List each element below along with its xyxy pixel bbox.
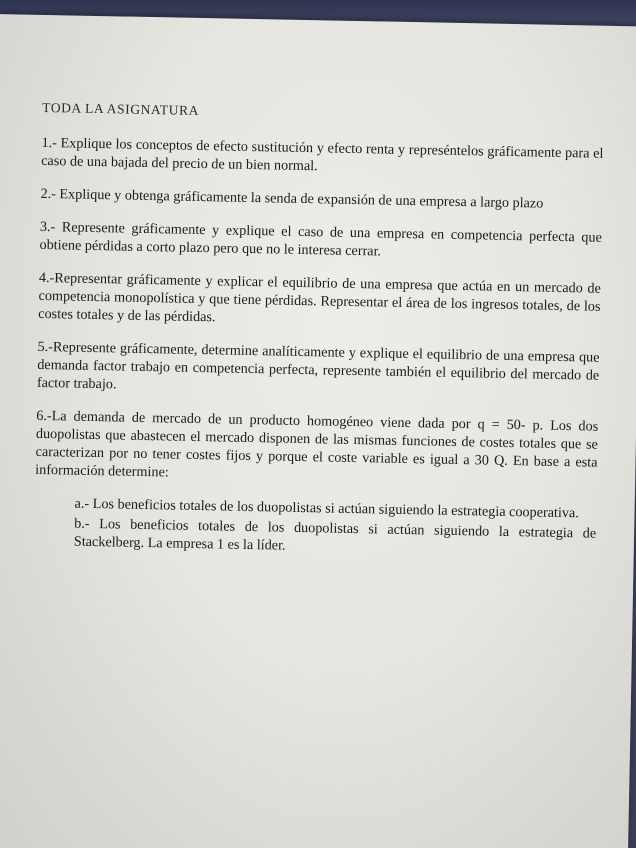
subitem-b: b.- Los beneficios totales de los duopolistas si actúan siguiendo la estrategia de Stackelberg. La empresa 1 es la líder. bbox=[73, 515, 597, 554]
question-1: 1.- Explique los conceptos de efecto sustitución y efecto renta y represéntelos gráficamente para el caso de una bajada del precio de un bien normal. bbox=[41, 134, 604, 175]
document-body bbox=[34, 99, 605, 563]
question-3: 3.- Represente gráficamente y explique el caso de una empresa en competencia perfecta que obtiene pérdidas a corto plazo pero que no le interesa cerrar. bbox=[39, 218, 602, 260]
question-4: 4.-Representar gráficamente y explicar el equilibrio de una empresa que actúa en un mercado de competencia monopolística y que tiene pérdidas. Representar el área de los ingresos totales, de los costes totales y de las pérdidas. bbox=[38, 269, 601, 326]
question-6: 6.-La demanda de mercado de un producto homogéneo viene dada por q = 50- p. Los dos duopolistas que abastecen el mercado disponen de las mismas funciones de costes totales que se caracterizan por no tener costes fijos y porque el coste variable es igual a 30 Q. En base a esta información determine: bbox=[35, 407, 599, 481]
document-heading: TODA LA ASIGNATURA bbox=[42, 99, 200, 118]
question-5: 5.-Represente gráficamente, determine analíticamente y explique el equilibrio de una empresa que demanda factor trabajo en competencia perfecta, represente también el equilibrio del mercado de factor trabajo. bbox=[36, 338, 600, 393]
subitem-a: a.- Los beneficios totales de los duopolistas si actúan siguiendo la estrategia cooperativa. bbox=[74, 495, 579, 522]
paper-sheet bbox=[0, 14, 636, 848]
question-2: 2.- Explique y obtenga gráficamente la senda de expansión de una empresa a largo plazo bbox=[40, 185, 544, 212]
question-6-subitems bbox=[74, 495, 597, 561]
